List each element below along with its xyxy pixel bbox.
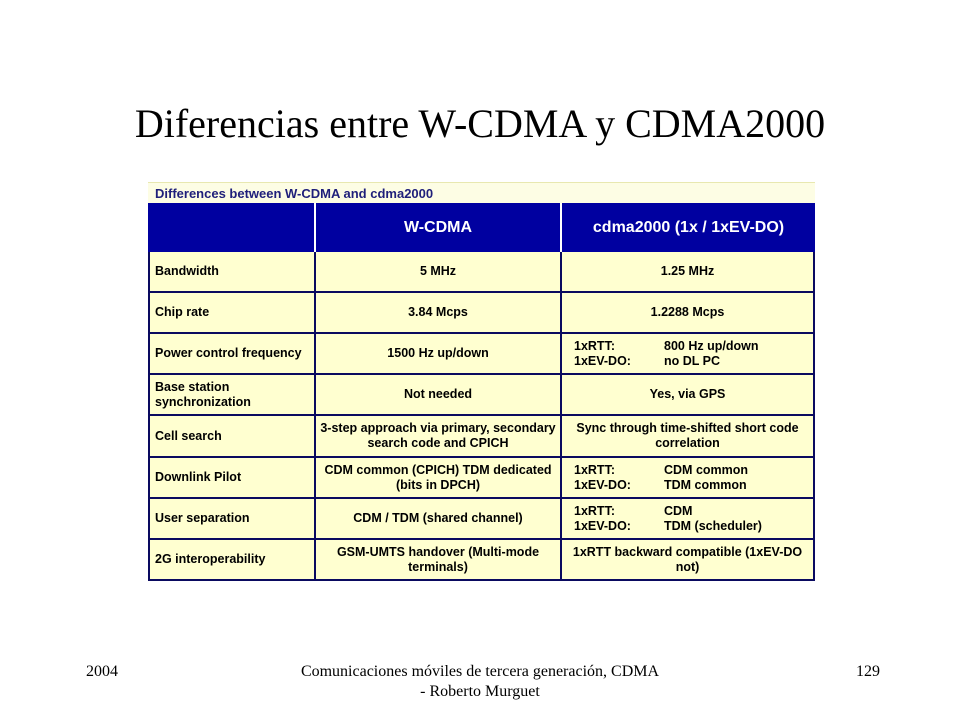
comparison-table [148, 182, 815, 581]
footer-page-number: 129 [856, 663, 880, 680]
variant-value: CDM [664, 503, 693, 518]
cdma2000-value [562, 499, 815, 540]
variant-label: 1xEV-DO: [574, 518, 631, 533]
footer-year: 2004 [86, 663, 118, 680]
row-label: Power control frequency [148, 334, 316, 375]
header-cell-wcdma: W-CDMA [316, 203, 562, 252]
cdma2000-split-grid [574, 339, 758, 369]
variant-label: 1xRTT: [574, 462, 615, 477]
row-label: Chip rate [148, 293, 316, 334]
variant-value: no DL PC [664, 353, 721, 368]
wcdma-value: 3-step approach via primary, secondary search code and CPICH [316, 416, 562, 458]
variant-value: TDM common [664, 477, 747, 492]
variant-label: 1xRTT: [574, 338, 615, 353]
cdma2000-value: 1.2288 Mcps [562, 293, 815, 334]
wcdma-value: Not needed [316, 375, 562, 416]
variant-value: 800 Hz up/down [664, 338, 759, 353]
row-label: Base station synchronization [148, 375, 316, 416]
variant-value: TDM (scheduler) [664, 518, 762, 533]
row-label: Cell search [148, 416, 316, 458]
table-caption: Differences between W-CDMA and cdma2000 [148, 182, 815, 203]
wcdma-value: GSM-UMTS handover (Multi-mode terminals) [316, 540, 562, 581]
cdma2000-value: 1.25 MHz [562, 252, 815, 293]
row-label: Bandwidth [148, 252, 316, 293]
wcdma-value: 1500 Hz up/down [316, 334, 562, 375]
header-cell-cdma2000: cdma2000 (1x / 1xEV-DO) [562, 203, 815, 252]
cdma2000-value [562, 458, 815, 499]
row-label: 2G interoperability [148, 540, 316, 581]
variant-label: 1xRTT: [574, 503, 615, 518]
row-label: User separation [148, 499, 316, 540]
cdma2000-value: Yes, via GPS [562, 375, 815, 416]
cdma2000-value [562, 334, 815, 375]
cdma2000-split-grid [574, 504, 762, 534]
slide-title: Diferencias entre W-CDMA y CDMA2000 [134, 101, 826, 146]
variant-value: CDM common [664, 462, 749, 477]
wcdma-value: CDM / TDM (shared channel) [316, 499, 562, 540]
wcdma-value: 3.84 Mcps [316, 293, 562, 334]
footer-course: Comunicaciones móviles de tercera generación, CDMA - Roberto Murguet [300, 663, 660, 700]
cdma2000-value: 1xRTT backward compatible (1xEV-DO not) [562, 540, 815, 581]
wcdma-value: 5 MHz [316, 252, 562, 293]
wcdma-value: CDM common (CPICH) TDM dedicated (bits in DPCH) [316, 458, 562, 499]
row-label: Downlink Pilot [148, 458, 316, 499]
variant-label: 1xEV-DO: [574, 353, 631, 368]
variant-label: 1xEV-DO: [574, 477, 631, 492]
cdma2000-split-grid [574, 463, 748, 493]
header-cell-empty [148, 203, 316, 252]
cdma2000-value: Sync through time-shifted short code correlation [562, 416, 815, 458]
